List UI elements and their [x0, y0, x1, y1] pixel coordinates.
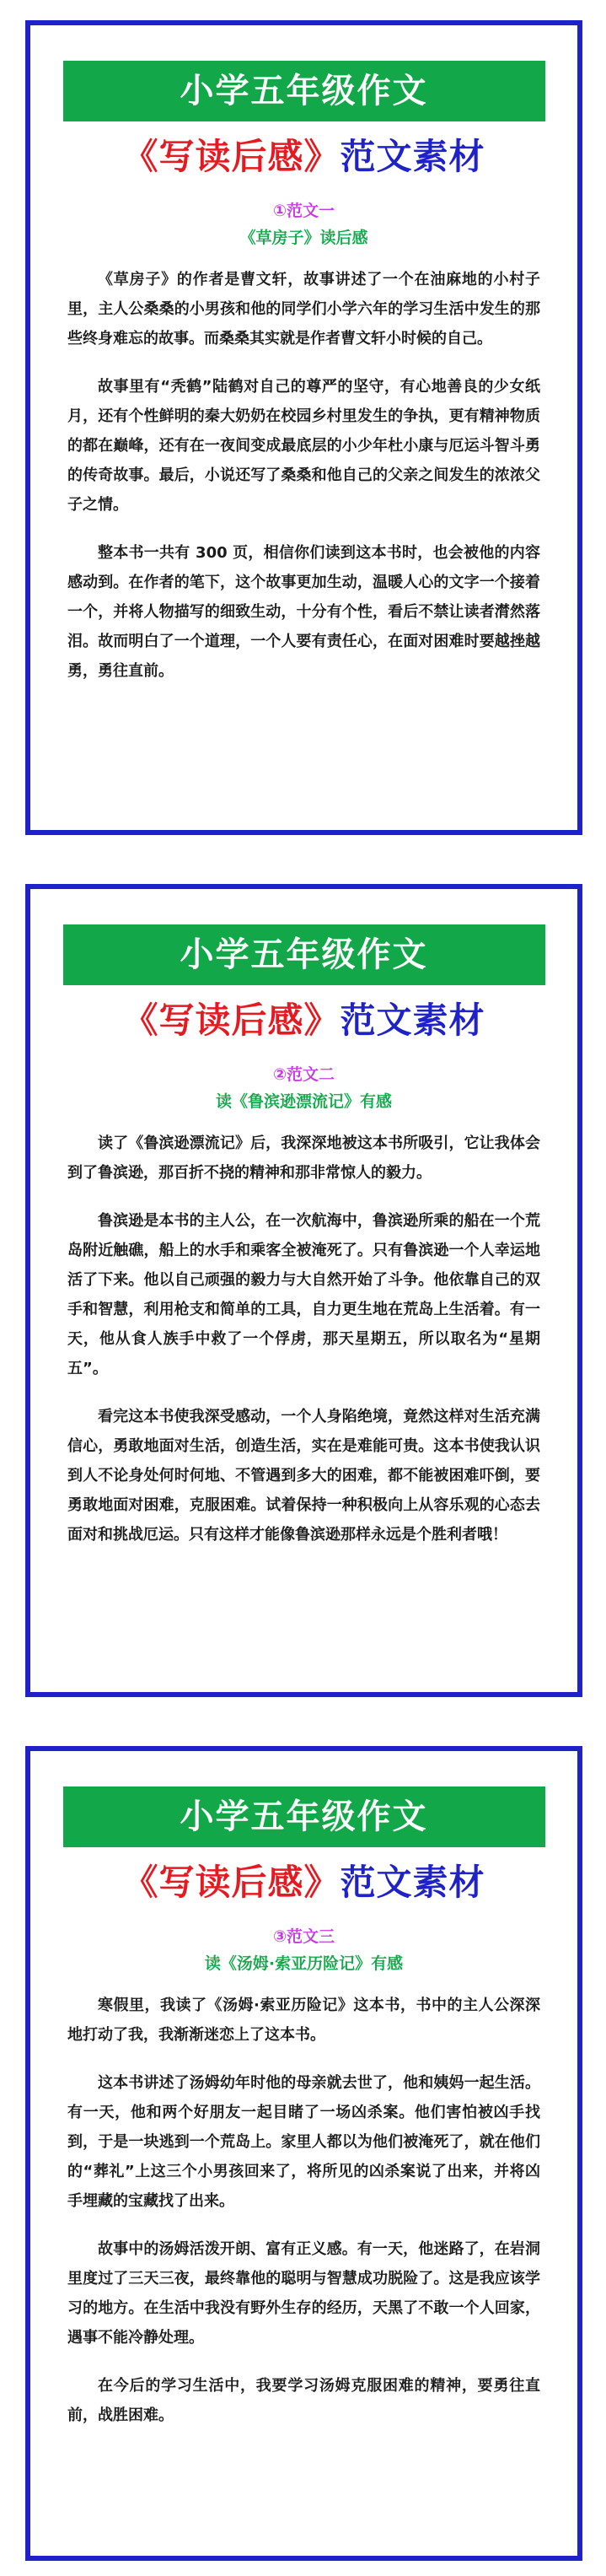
- essay-paragraph: 在今后的学习生活中，我要学习汤姆克服困难的精神，要勇往直前，战胜困难。: [67, 2377, 540, 2424]
- essay-card-3: [25, 1746, 582, 2561]
- essay-paragraph: 鲁滨逊是本书的主人公，在一次航海中，鲁滨逊所乘的船在一个荒岛附近触礁，船上的水手和乘客全被淹死了。只有鲁滨逊一个人幸运地活了下来。他以自己顽强的毅力与大自然开始了斗争。他依靠自己的双手和智慧，利用枪支和简单的工具，自力更生地在荒岛上生活着。有一天，他从食人族手中救了一个俘虏，那天星期五，所以取名为“星期五”。: [67, 1212, 540, 1377]
- essay-body: [30, 1975, 577, 2430]
- essay-book-title: 读《汤姆·索亚历险记》有感: [204, 1954, 404, 1973]
- subtitle-red: 《写读后感》: [122, 136, 341, 177]
- subtitle-blue: 范文素材: [340, 136, 485, 177]
- subtitle: [30, 1859, 577, 1906]
- essay-paragraph: 这本书讲述了汤姆幼年时他的母亲就去世了，他和姨妈一起生活。有一天，他和两个好朋友一起目睹了一场凶杀案。他们害怕被凶手找到，于是一块逃到一个荒岛上。家里人都以为他们被淹死了，就在他们的“葬礼”上这三个小男孩回来了，将所见的凶杀案说了出来，并将凶手埋藏的宝藏找了出来。: [67, 2074, 540, 2210]
- essay-card-1: [25, 20, 582, 835]
- essay-paragraph: 故事里有“秃鹤”陆鹤对自己的尊严的坚守，有心地善良的少女纸月，还有个性鲜明的秦大奶奶在校园乡村里发生的争执，更有精神物质的都在巅峰，还有在一夜间变成最底层的小少年杜小康与厄运斗智斗勇的传奇故事。最后，小说还写了桑桑和他自己的父亲之间发生的浓浓父子之情。: [67, 378, 540, 514]
- essay-book-title: 读《鲁滨逊漂流记》有感: [215, 1092, 392, 1111]
- essay-number-label: ③范文三: [272, 1927, 335, 1946]
- essay-number-label: ①范文一: [272, 202, 335, 220]
- essay-paragraph: 读了《鲁滨逊漂流记》后，我深深地被这本书所吸引，它让我体会到了鲁滨逊，那百折不挠的精神和那非常惊人的毅力。: [67, 1134, 540, 1182]
- essay-paragraph: 看完这本书使我深受感动，一个人身陷绝境，竟然这样对生活充满信心，勇敢地面对生活，创造生活，实在是难能可贵。这本书使我认识到人不论身处何时何地、不管遇到多大的困难，都不能被困难吓倒，要勇敢地面对困难，克服困难。试着保持一种积极向上从容乐观的心态去面对和挑战厄运。只有这样才能像鲁滨逊那样永远是个胜利者哦！: [67, 1408, 540, 1544]
- essay-paragraph: 寒假里，我读了《汤姆·索亚历险记》这本书，书中的主人公深深地打动了我，我渐渐迷恋上了这本书。: [67, 1997, 540, 2044]
- essay-body: [30, 250, 577, 686]
- banner-title: 小学五年级作文: [63, 61, 545, 121]
- subtitle: [30, 133, 577, 181]
- subtitle-red: 《写读后感》: [122, 1862, 341, 1903]
- banner-title: 小学五年级作文: [63, 924, 545, 985]
- essay-card-2: [25, 884, 582, 1697]
- essay-paragraph: 故事中的汤姆活泼开朗、富有正义感。有一天，他迷路了，在岩洞里度过了三天三夜，最终靠他的聪明与智慧成功脱险了。这是我应该学习的地方。在生活中我没有野外生存的经历，天黑了不敢一个人回家，遇事不能冷静处理。: [67, 2240, 540, 2347]
- essay-paragraph: 《草房子》的作者是曹文轩，故事讲述了一个在油麻地的小村子里，主人公桑桑的小男孩和他的同学们小学六年的学习生活中发生的那些终身难忘的故事。而桑桑其实就是作者曹文轩小时候的自己。: [67, 271, 540, 348]
- subtitle-blue: 范文素材: [340, 1000, 485, 1041]
- essay-book-title: 《草房子》读后感: [239, 229, 368, 247]
- banner-title: 小学五年级作文: [63, 1786, 545, 1847]
- subtitle: [30, 997, 577, 1044]
- essay-number-label: ②范文二: [272, 1065, 335, 1084]
- subtitle-red: 《写读后感》: [122, 1000, 341, 1041]
- subtitle-blue: 范文素材: [340, 1862, 485, 1903]
- essay-body: [30, 1113, 577, 1549]
- essay-paragraph: 整本书一共有 300 页，相信你们读到这本书时，也会被他的内容感动到。在作者的笔下，这个故事更加生动，温暖人心的文字一个接着一个，并将人物描写的细致生动，十分有个性，看后不禁让读者潸然落泪。故而明白了一个道理，一个人要有责任心，在面对困难时要越挫越勇，勇往直前。: [67, 544, 540, 680]
